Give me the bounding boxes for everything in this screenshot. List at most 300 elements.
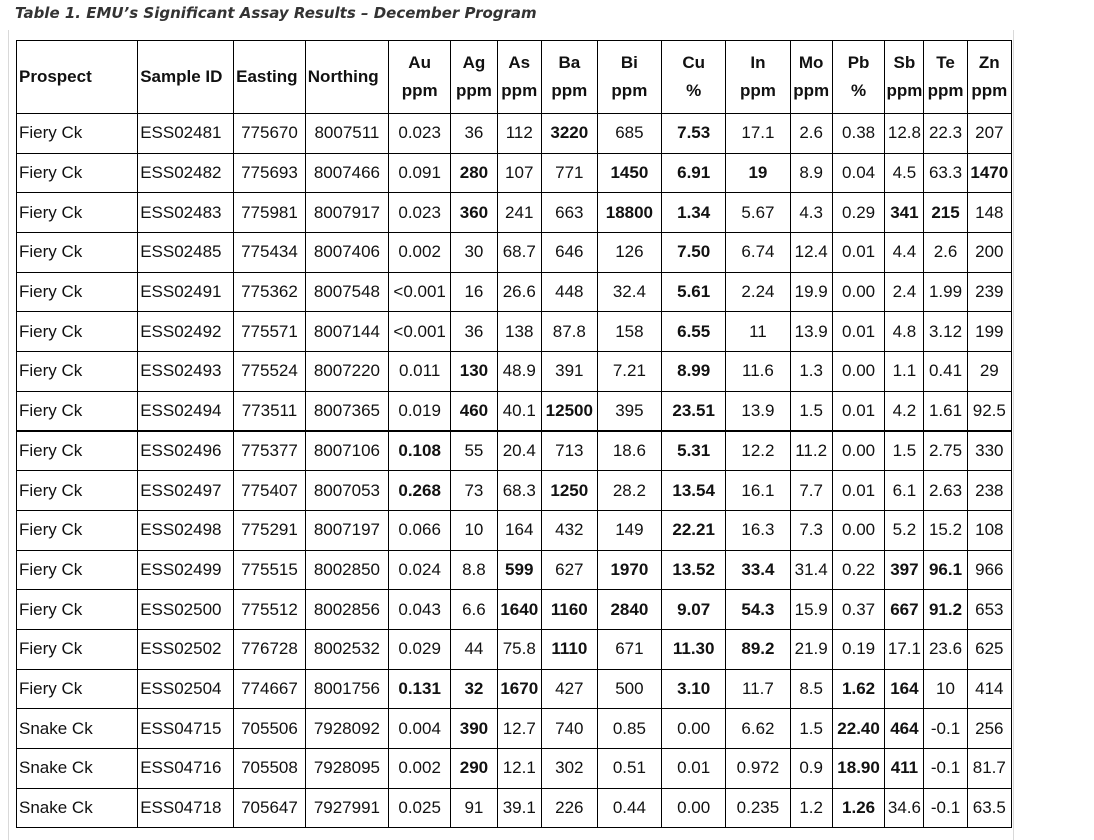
table-cell: 663 <box>541 193 597 233</box>
table-cell: 0.01 <box>832 312 885 352</box>
table-cell: 705647 <box>234 788 306 828</box>
table-cell: 4.8 <box>885 312 924 352</box>
column-header-name: Ba <box>558 53 581 72</box>
table-cell: 0.00 <box>832 510 885 550</box>
table-cell: 17.1 <box>885 629 924 669</box>
table-cell: 15.2 <box>924 510 967 550</box>
table-cell: 207 <box>967 114 1011 154</box>
table-cell: 7.50 <box>662 233 726 273</box>
column-header <box>234 41 306 114</box>
table-cell: 1110 <box>541 629 597 669</box>
table-cell: Fiery Ck <box>17 391 138 431</box>
table-row <box>17 233 1012 273</box>
table-cell: 0.023 <box>389 114 451 154</box>
table-cell: 8007053 <box>305 471 388 511</box>
table-cell: 68.7 <box>497 233 541 273</box>
column-header-unit: ppm <box>401 81 438 100</box>
table-cell: ESS02482 <box>138 153 234 193</box>
table-cell: 11.2 <box>790 431 832 471</box>
table-cell: 775524 <box>234 352 306 392</box>
table-cell: 5.61 <box>662 272 726 312</box>
table-cell: 28.2 <box>597 471 661 511</box>
table-cell: 0.108 <box>389 431 451 471</box>
table-cell: 0.131 <box>389 669 451 709</box>
column-header-unit: ppm <box>455 81 492 100</box>
table-cell: 646 <box>541 233 597 273</box>
table-cell: 2.6 <box>790 114 832 154</box>
table-cell: 12.1 <box>497 749 541 789</box>
table-cell: Fiery Ck <box>17 352 138 392</box>
table-cell: 966 <box>967 550 1011 590</box>
table-cell: 12.4 <box>790 233 832 273</box>
table-cell: 10 <box>924 669 967 709</box>
table-cell: 241 <box>497 193 541 233</box>
table-cell: 130 <box>451 352 497 392</box>
table-cell: 0.00 <box>832 431 885 471</box>
table-cell: 5.31 <box>662 431 726 471</box>
table-cell: 5.2 <box>885 510 924 550</box>
table-cell: 414 <box>967 669 1011 709</box>
table-cell: 13.9 <box>726 391 790 431</box>
column-header <box>497 41 541 114</box>
table-cell: 12.8 <box>885 114 924 154</box>
table-cell: 776728 <box>234 629 306 669</box>
table-cell: 0.01 <box>832 471 885 511</box>
table-cell: 8.99 <box>662 352 726 392</box>
table-cell: 10 <box>451 510 497 550</box>
table-cell: 1250 <box>541 471 597 511</box>
table-cell: 238 <box>967 471 1011 511</box>
table-cell: 8007365 <box>305 391 388 431</box>
table-cell: 16.1 <box>726 471 790 511</box>
table-cell: 0.9 <box>790 749 832 789</box>
table-row <box>17 590 1012 630</box>
table-cell: 55 <box>451 431 497 471</box>
table-cell: 112 <box>497 114 541 154</box>
table-cell: 2.4 <box>885 272 924 312</box>
table-cell: 411 <box>885 749 924 789</box>
table-cell: 775693 <box>234 153 306 193</box>
table-cell: 8007917 <box>305 193 388 233</box>
table-cell: 63.3 <box>924 153 967 193</box>
table-cell: 32 <box>451 669 497 709</box>
column-header <box>451 41 497 114</box>
table-cell: 330 <box>967 431 1011 471</box>
table-cell: 239 <box>967 272 1011 312</box>
table-cell: 3.10 <box>662 669 726 709</box>
table-cell: 13.9 <box>790 312 832 352</box>
table-cell: 0.025 <box>389 788 451 828</box>
table-cell: 32.4 <box>597 272 661 312</box>
table-cell: 8007511 <box>305 114 388 154</box>
table-cell: 771 <box>541 153 597 193</box>
table-cell: 8007466 <box>305 153 388 193</box>
table-cell: 302 <box>541 749 597 789</box>
table-cell: 775981 <box>234 193 306 233</box>
table-cell: 215 <box>924 193 967 233</box>
table-cell: 3.12 <box>924 312 967 352</box>
table-cell: 740 <box>541 709 597 749</box>
table-cell: -0.1 <box>924 788 967 828</box>
table-cell: 8007220 <box>305 352 388 392</box>
table-cell: 8007406 <box>305 233 388 273</box>
table-cell: -0.1 <box>924 709 967 749</box>
table-cell: 0.023 <box>389 193 451 233</box>
table-cell: 773511 <box>234 391 306 431</box>
table-cell: ESS02481 <box>138 114 234 154</box>
table-cell: 7928092 <box>305 709 388 749</box>
table-cell: ESS04716 <box>138 749 234 789</box>
table-caption: Table 1. EMU’s Significant Assay Results – December Program <box>15 4 537 22</box>
table-cell: 108 <box>967 510 1011 550</box>
table-cell: 8002850 <box>305 550 388 590</box>
table-cell: 256 <box>967 709 1011 749</box>
table-cell: 63.5 <box>967 788 1011 828</box>
table-cell: ESS02492 <box>138 312 234 352</box>
table-cell: 148 <box>967 193 1011 233</box>
table-cell: 0.00 <box>662 709 726 749</box>
column-header-name: Northing <box>307 67 379 86</box>
table-cell: 0.44 <box>597 788 661 828</box>
table-cell: 390 <box>451 709 497 749</box>
table-cell: <0.001 <box>389 272 451 312</box>
table-cell: 73 <box>451 471 497 511</box>
table-cell: 40.1 <box>497 391 541 431</box>
table-cell: 0.51 <box>597 749 661 789</box>
table-cell: 775512 <box>234 590 306 630</box>
table-cell: 391 <box>541 352 597 392</box>
table-row <box>17 391 1012 431</box>
column-header-name: Ag <box>462 53 486 72</box>
table-cell: 158 <box>597 312 661 352</box>
table-cell: 1.61 <box>924 391 967 431</box>
table-cell: 89.2 <box>726 629 790 669</box>
table-cell: 0.066 <box>389 510 451 550</box>
table-row <box>17 193 1012 233</box>
table-cell: 12.7 <box>497 709 541 749</box>
table-row <box>17 312 1012 352</box>
table-cell: 0.00 <box>662 788 726 828</box>
column-header-unit: ppm <box>551 81 588 100</box>
column-header <box>389 41 451 114</box>
table-cell: 6.6 <box>451 590 497 630</box>
table-row <box>17 153 1012 193</box>
table-cell: 1.3 <box>790 352 832 392</box>
column-header-unit: ppm <box>886 81 923 100</box>
table-cell: 8002856 <box>305 590 388 630</box>
table-row <box>17 709 1012 749</box>
table-cell: 599 <box>497 550 541 590</box>
table-cell: Snake Ck <box>17 709 138 749</box>
table-row <box>17 669 1012 709</box>
table-cell: 96.1 <box>924 550 967 590</box>
table-cell: 200 <box>967 233 1011 273</box>
table-cell: 75.8 <box>497 629 541 669</box>
table-cell: 31.4 <box>790 550 832 590</box>
table-cell: 0.29 <box>832 193 885 233</box>
table-cell: 164 <box>885 669 924 709</box>
table-cell: 0.85 <box>597 709 661 749</box>
table-cell: 1640 <box>497 590 541 630</box>
table-cell: 11.7 <box>726 669 790 709</box>
table-cell: 397 <box>885 550 924 590</box>
table-cell: 81.7 <box>967 749 1011 789</box>
table-cell: 164 <box>497 510 541 550</box>
table-cell: 138 <box>497 312 541 352</box>
column-header-unit: ppm <box>793 81 830 100</box>
table-cell: 0.01 <box>832 391 885 431</box>
column-header <box>17 41 138 114</box>
table-cell: 280 <box>451 153 497 193</box>
column-header-name: Te <box>936 53 955 72</box>
table-cell: 7.7 <box>790 471 832 511</box>
column-header-name: Zn <box>978 53 1000 72</box>
column-header <box>305 41 388 114</box>
table-cell: 11.6 <box>726 352 790 392</box>
column-header-name: Pb <box>847 53 870 72</box>
table-cell: 8007197 <box>305 510 388 550</box>
table-cell: 87.8 <box>541 312 597 352</box>
table-cell: Snake Ck <box>17 749 138 789</box>
table-cell: 18800 <box>597 193 661 233</box>
column-header-unit: ppm <box>927 81 964 100</box>
table-cell: 0.00 <box>832 272 885 312</box>
table-cell: ESS04718 <box>138 788 234 828</box>
column-header-unit: ppm <box>611 81 648 100</box>
table-cell: ESS02494 <box>138 391 234 431</box>
table-cell: Fiery Ck <box>17 629 138 669</box>
table-cell: 30 <box>451 233 497 273</box>
table-row <box>17 471 1012 511</box>
table-cell: 21.9 <box>790 629 832 669</box>
table-row <box>17 629 1012 669</box>
table-cell: 4.5 <box>885 153 924 193</box>
table-cell: 775434 <box>234 233 306 273</box>
table-cell: 149 <box>597 510 661 550</box>
table-cell: 1.99 <box>924 272 967 312</box>
table-cell: Fiery Ck <box>17 153 138 193</box>
table-cell: Fiery Ck <box>17 431 138 471</box>
table-cell: 775291 <box>234 510 306 550</box>
table-cell: 6.74 <box>726 233 790 273</box>
column-header <box>832 41 885 114</box>
table-cell: 1.62 <box>832 669 885 709</box>
table-cell: Fiery Ck <box>17 312 138 352</box>
table-cell: 0.011 <box>389 352 451 392</box>
table-cell: 667 <box>885 590 924 630</box>
table-cell: 0.043 <box>389 590 451 630</box>
table-cell: 448 <box>541 272 597 312</box>
column-header-name: In <box>750 53 766 72</box>
table-cell: 17.1 <box>726 114 790 154</box>
table-cell: 1.5 <box>790 391 832 431</box>
table-cell: 44 <box>451 629 497 669</box>
table-row <box>17 510 1012 550</box>
table-cell: 92.5 <box>967 391 1011 431</box>
table-cell: 5.67 <box>726 193 790 233</box>
table-cell: 290 <box>451 749 497 789</box>
table-cell: 91.2 <box>924 590 967 630</box>
table-row <box>17 788 1012 828</box>
table-cell: 126 <box>597 233 661 273</box>
table-cell: ESS02497 <box>138 471 234 511</box>
column-header-name: Sample ID <box>140 67 223 86</box>
table-cell: 1.2 <box>790 788 832 828</box>
table-cell: 464 <box>885 709 924 749</box>
table-cell: 0.00 <box>832 352 885 392</box>
table-cell: 0.091 <box>389 153 451 193</box>
table-cell: 0.04 <box>832 153 885 193</box>
table-cell: 2840 <box>597 590 661 630</box>
table-cell: 8.8 <box>451 550 497 590</box>
column-header-name: Au <box>408 53 431 72</box>
table-cell: 199 <box>967 312 1011 352</box>
table-cell: 500 <box>597 669 661 709</box>
table-cell: ESS02500 <box>138 590 234 630</box>
table-row <box>17 749 1012 789</box>
table-cell: 7928095 <box>305 749 388 789</box>
table-cell: 774667 <box>234 669 306 709</box>
table-cell: 0.37 <box>832 590 885 630</box>
table-cell: 12500 <box>541 391 597 431</box>
column-header <box>662 41 726 114</box>
table-cell: 627 <box>541 550 597 590</box>
table-cell: 0.01 <box>662 749 726 789</box>
table-cell: Fiery Ck <box>17 510 138 550</box>
table-cell: 0.024 <box>389 550 451 590</box>
table-cell: 13.52 <box>662 550 726 590</box>
table-cell: 1470 <box>967 153 1011 193</box>
table-cell: 1970 <box>597 550 661 590</box>
table-cell: Fiery Ck <box>17 550 138 590</box>
table-row <box>17 431 1012 471</box>
table-cell: 0.01 <box>832 233 885 273</box>
table-cell: 6.62 <box>726 709 790 749</box>
column-header <box>138 41 234 114</box>
column-header-name: Cu <box>682 53 705 72</box>
table-row <box>17 114 1012 154</box>
table-cell: 427 <box>541 669 597 709</box>
table-cell: Fiery Ck <box>17 272 138 312</box>
table-cell: 671 <box>597 629 661 669</box>
table-cell: 19.9 <box>790 272 832 312</box>
table-cell: 16.3 <box>726 510 790 550</box>
column-header-unit: % <box>851 81 867 100</box>
table-cell: ESS02485 <box>138 233 234 273</box>
table-cell: 1450 <box>597 153 661 193</box>
table-cell: 6.55 <box>662 312 726 352</box>
table-cell: 23.51 <box>662 391 726 431</box>
table-cell: ESS02504 <box>138 669 234 709</box>
column-header <box>726 41 790 114</box>
table-cell: 36 <box>451 114 497 154</box>
table-cell: 15.9 <box>790 590 832 630</box>
table-cell: 775362 <box>234 272 306 312</box>
table-cell: 22.40 <box>832 709 885 749</box>
table-cell: 0.019 <box>389 391 451 431</box>
table-cell: 0.38 <box>832 114 885 154</box>
table-cell: 625 <box>967 629 1011 669</box>
column-header-name: Bi <box>620 53 638 72</box>
column-header-name: As <box>508 53 531 72</box>
table-cell: 2.6 <box>924 233 967 273</box>
column-header <box>597 41 661 114</box>
table-cell: 0.972 <box>726 749 790 789</box>
table-cell: 0.19 <box>832 629 885 669</box>
column-header-unit: ppm <box>501 81 538 100</box>
table-cell: 1.5 <box>885 431 924 471</box>
table-cell: 8007144 <box>305 312 388 352</box>
table-cell: 775377 <box>234 431 306 471</box>
table-cell: 0.002 <box>389 233 451 273</box>
table-cell: Fiery Ck <box>17 114 138 154</box>
column-header <box>967 41 1011 114</box>
table-cell: 0.002 <box>389 749 451 789</box>
table-cell: 705508 <box>234 749 306 789</box>
table-row <box>17 272 1012 312</box>
table-cell: 33.4 <box>726 550 790 590</box>
table-cell: 7.21 <box>597 352 661 392</box>
column-header <box>924 41 967 114</box>
table-cell: 11 <box>726 312 790 352</box>
table-cell: 12.2 <box>726 431 790 471</box>
table-header-row <box>17 41 1012 114</box>
table-cell: 8007548 <box>305 272 388 312</box>
table-cell: ESS02502 <box>138 629 234 669</box>
table-cell: ESS02498 <box>138 510 234 550</box>
table-cell: 0.22 <box>832 550 885 590</box>
table-cell: 26.6 <box>497 272 541 312</box>
column-header-name: Mo <box>798 53 824 72</box>
table-cell: 432 <box>541 510 597 550</box>
table-cell: Fiery Ck <box>17 471 138 511</box>
table-cell: 226 <box>541 788 597 828</box>
table-cell: 360 <box>451 193 497 233</box>
table-cell: 0.004 <box>389 709 451 749</box>
table-cell: 7.53 <box>662 114 726 154</box>
column-header <box>541 41 597 114</box>
table-cell: 29 <box>967 352 1011 392</box>
table-cell: ESS02493 <box>138 352 234 392</box>
column-header-unit: % <box>686 81 702 100</box>
table-cell: 18.6 <box>597 431 661 471</box>
table-cell: 0.41 <box>924 352 967 392</box>
table-cell: 2.75 <box>924 431 967 471</box>
column-header <box>790 41 832 114</box>
table-cell: 775571 <box>234 312 306 352</box>
table-cell: 34.6 <box>885 788 924 828</box>
table-cell: 685 <box>597 114 661 154</box>
assay-results-table <box>16 40 1012 828</box>
table-cell: 7.3 <box>790 510 832 550</box>
column-header-name: Easting <box>236 67 298 86</box>
table-cell: 16 <box>451 272 497 312</box>
table-cell: 19 <box>726 153 790 193</box>
table-cell: 1.34 <box>662 193 726 233</box>
table-cell: 20.4 <box>497 431 541 471</box>
table-cell: 13.54 <box>662 471 726 511</box>
column-header <box>885 41 924 114</box>
table-cell: 9.07 <box>662 590 726 630</box>
table-cell: 107 <box>497 153 541 193</box>
table-cell: 6.91 <box>662 153 726 193</box>
table-cell: 705506 <box>234 709 306 749</box>
table-cell: 68.3 <box>497 471 541 511</box>
table-cell: 2.63 <box>924 471 967 511</box>
table-cell: Fiery Ck <box>17 233 138 273</box>
table-body <box>17 114 1012 828</box>
table-cell: ESS02483 <box>138 193 234 233</box>
